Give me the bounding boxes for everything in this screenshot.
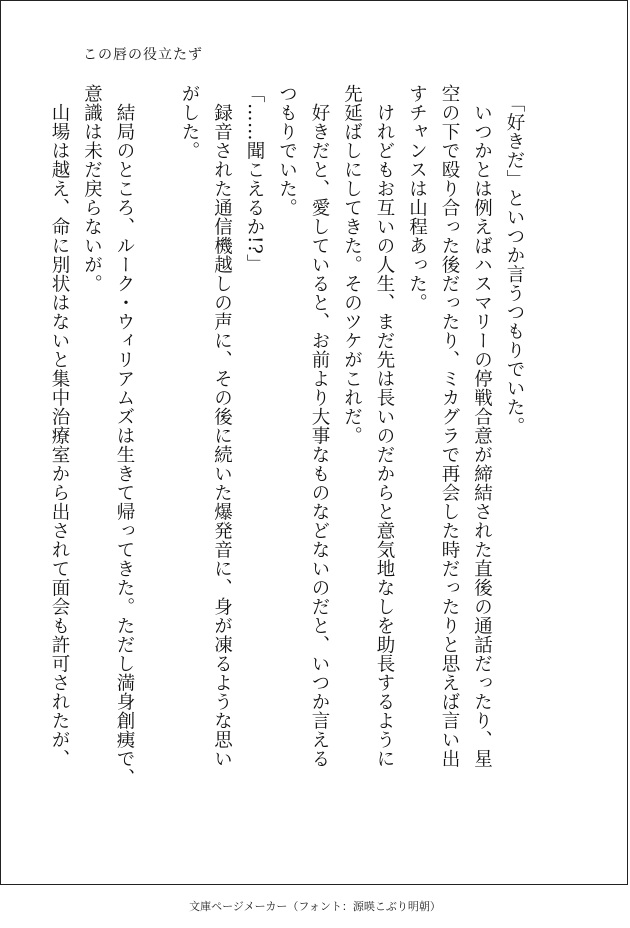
- text-column: 「好きだ」といつか言うつもりでいた。: [504, 84, 525, 436]
- text-column: 先延ばしにしてきた。そのツケがこれだ。: [341, 84, 363, 445]
- text-column: けれどもお互いの人生、まだ先は長いのだからと意気地なしを助長するように: [374, 84, 395, 768]
- footer-credit: 文庫ページメーカー（フォント：源暎こぶり明朝）: [189, 900, 441, 913]
- text-column: 録音された通信機越しの声に、その後に続いた爆発音に、身が凍るような思い: [211, 84, 233, 768]
- text-column: 空の下で殴り合った後だったり、ミカグラで再会した時だったりと思えば言い出: [439, 84, 460, 768]
- text-column: 結局のところ、ルーク・ウィリアムズは生きて帰ってきた。ただし満身創痍で、: [114, 84, 135, 787]
- text-column: [140, 84, 173, 864]
- page-title: この唇の役立たず: [83, 47, 203, 63]
- text-column: すチャンスは山程あった。: [406, 84, 428, 312]
- text-column: 「……聞こえるか!?」: [244, 84, 265, 274]
- text-column: がした。: [179, 84, 200, 160]
- text-column: つもりでいた。: [276, 84, 298, 217]
- body-text: [43, 84, 531, 864]
- text-column: 山場は越え、命に別状はないと集中治療室から出されて面会も許可されたが、: [49, 84, 70, 768]
- text-column: 好きだと、愛していると、お前より大事なものなどないのだと、いつか言える: [309, 84, 330, 768]
- text-column: いつかとは例えばハスマリーの停戦合意が締結された直後の通話だったり、星: [471, 84, 493, 768]
- text-column: 意識は未だ戻らないが。: [81, 84, 103, 293]
